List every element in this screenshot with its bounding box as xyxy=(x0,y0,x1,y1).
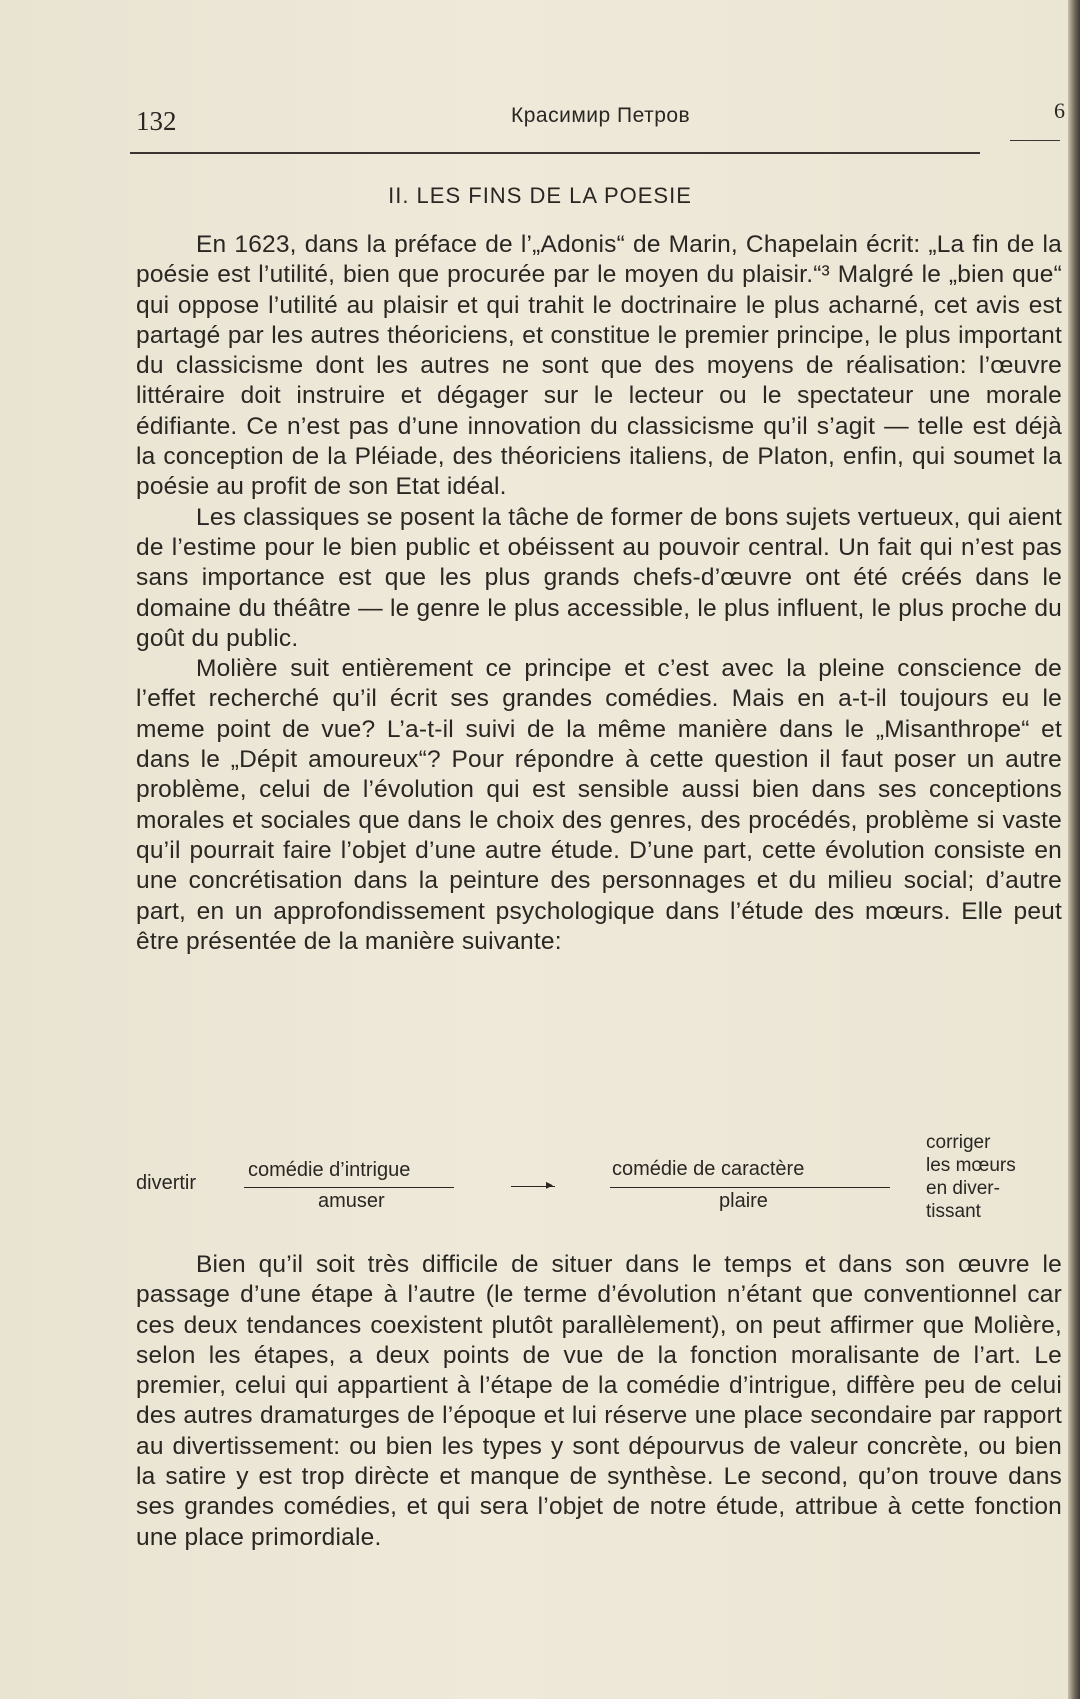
diagram-fraction-rule-1 xyxy=(244,1187,454,1188)
paragraph-evolution: Bien qu’il soit très difficile de situer dans le temps et dans son œuvre le passage d’une étape à l’autre (le terme d’évolution n’étant que conventionnel car ces deux tendances coexistent plutôt parallèlement), on peut affirmer que Molière, selon les étapes, a deux points de vue de la fonction moralisante de l’art. Le premier, celui qui appartient à l’étape de la comédie d’intrigue, diffère peu de celui des autres dramaturges de l’époque et lui réserve une place secondaire par rapport au divertissement: ou bien les types y sont dépourvus de valeur concrète, ou bien la satire y est trop dirècte et manque de synthèse. Le second, qu’on trouve dans ses grandes comédies, et qui sera l’objet de notre étude, attribue à cette fonction une place primordiale. xyxy=(136,1251,1062,1551)
diagram-plaire: plaire xyxy=(719,1190,768,1212)
header-rule xyxy=(130,152,980,154)
diagram-corriger xyxy=(926,1131,1016,1223)
paragraph-chapelain: En 1623, dans la préface de l’„Adonis“ de Marin, Chapelain écrit: „La fin de la poésie est l’utilité, bien que procurée par le moyen du plaisir.“³ Malgré le „bien que“ qui oppose l’utilité au plaisir et qui trahit le doctrinaire le plus acharné, cet avis est partagé par les autres théoriciens, et constitue le premier principe, le plus important du classicisme dont les autres ne sont que des moyens de réalisation: l’œuvre littéraire doit instruire et dégager sur le lecteur ou le spectateur une morale édifiante. Ce n’est pas d’une innovation du classicisme qu’il s’agit — telle est déjà la conception de la Pléiade, des théoriciens italiens, de Platon, enfin, qui soumet la poésie au profit de son Etat idéal. xyxy=(136,231,1062,501)
diagram-end-line-2: les mœurs xyxy=(926,1155,1016,1176)
running-head-author: Красимир Петров xyxy=(511,104,691,127)
diagram-end-line-1: corriger xyxy=(926,1132,991,1153)
diagram-end-line-4: tissant xyxy=(926,1201,981,1222)
paragraph-moliere: Molière suit entièrement ce principe et c’est avec la pleine conscience de l’effet recherché qu’il écrit ses grandes comédies. Mais en a-t-il toujours eu le meme point de vue? L’a-t-il suivi de la même manière dans le „Misanthrope“ et dans le „Dépit amoureux“? Pour répondre à cette question il faut poser un autre problème, celui de l’évolution qui est sensible aussi bien dans ses conceptions morales et sociales que dans le choix des genres, des procédés, problème si vaste qu’il pourrait faire l’objet d’une autre étude. D’une part, cette évolution consiste en une concrétisation dans la peinture des personnages et du milieu social; d’autre part, en un approfondissement psychologique dans l’étude des mœurs. Elle peut être présentée de la manière suivante: xyxy=(136,655,1062,955)
body-text-bottom xyxy=(136,1250,1062,1553)
diagram-comedie-caractere: comédie de caractère xyxy=(612,1158,805,1180)
diagram-fraction-rule-2 xyxy=(610,1187,890,1188)
diagram-divertir: divertir xyxy=(136,1172,197,1194)
corner-number: 6 xyxy=(1054,98,1065,123)
header-rule-right xyxy=(1010,140,1060,141)
page-header xyxy=(136,98,1066,138)
diagram-arrowhead-icon: ▸ xyxy=(546,1176,554,1192)
body-text-top xyxy=(136,230,1062,957)
page-number: 132 xyxy=(136,106,177,136)
diagram-amuser: amuser xyxy=(318,1190,385,1212)
diagram-end-line-3: en diver- xyxy=(926,1178,1000,1199)
diagram-comedie-intrigue: comédie d’intrigue xyxy=(248,1159,411,1181)
evolution-diagram xyxy=(136,1128,1066,1243)
paragraph-classiques: Les classiques se posent la tâche de former de bons sujets vertueux, qui aient de l’estime pour le bien public et obéissent au pouvoir central. Un fait qui n’est pas sans importance est que les plus grands chefs-d’œuvre ont été créés dans le domaine du théâtre — le genre le plus accessible, le plus influent, le plus proche du goût du public. xyxy=(136,503,1062,652)
page-edge-shadow xyxy=(1068,0,1080,1699)
section-title: II. LES FINS DE LA POESIE xyxy=(388,183,692,208)
